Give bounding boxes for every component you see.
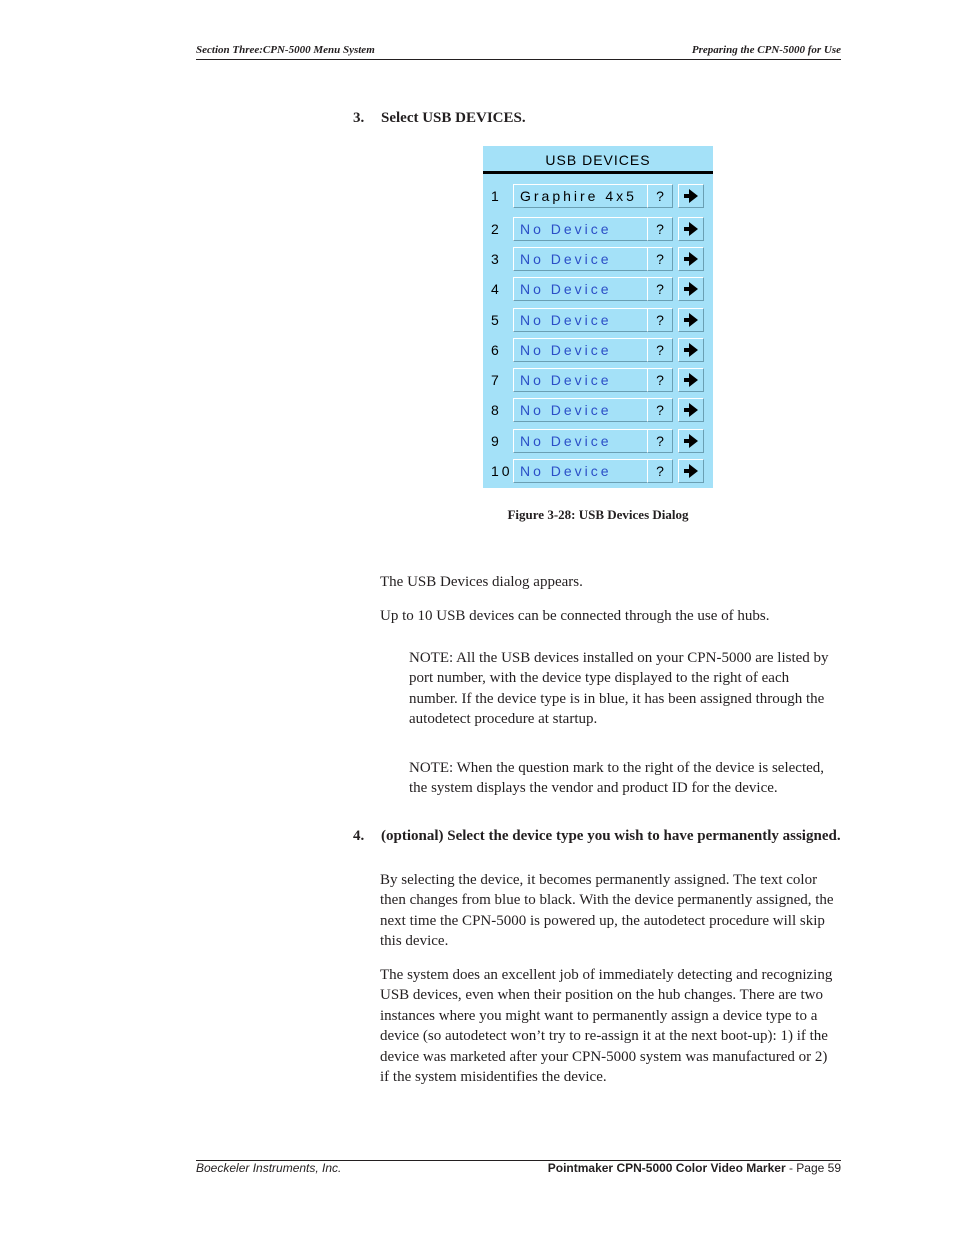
device-type-button[interactable]: Graphire 4x5 <box>513 184 648 208</box>
device-select-button[interactable] <box>678 247 704 271</box>
footer-page-info <box>548 1161 841 1175</box>
paragraph-permanent-assign: By selecting the device, it becomes permanently assigned. The text color then changes from blue to black. With the device permanently assigned, the next time the CPN-5000 is powered up, the autodetect procedure will skip this device. <box>380 872 834 950</box>
port-number: 5 <box>491 312 502 328</box>
device-info-button[interactable]: ? <box>647 308 673 332</box>
port-number: 6 <box>491 342 502 358</box>
step-3-text: Select USB DEVICES. <box>381 110 526 126</box>
device-type-button[interactable]: No Device <box>513 338 648 362</box>
figure-caption: Figure 3-28: USB Devices Dialog <box>507 507 689 522</box>
footer-company: Boeckeler Instruments, Inc. <box>196 1161 342 1175</box>
device-select-button[interactable] <box>678 338 704 362</box>
device-info-button[interactable]: ? <box>647 184 673 208</box>
device-select-button[interactable] <box>678 398 704 422</box>
usb-device-row <box>483 367 713 397</box>
arrow-right-icon <box>683 402 699 418</box>
arrow-right-icon <box>683 433 699 449</box>
device-type-button[interactable]: No Device <box>513 429 648 453</box>
device-select-button[interactable] <box>678 184 704 208</box>
usb-devices-dialog <box>483 146 713 488</box>
step-4-number: 4. <box>353 828 365 844</box>
dialog-title-divider <box>483 171 713 174</box>
step-3-number: 3. <box>353 110 365 126</box>
usb-device-row <box>483 428 713 458</box>
device-info-button[interactable]: ? <box>647 247 673 271</box>
arrow-right-icon <box>683 281 699 297</box>
device-info-button[interactable]: ? <box>647 398 673 422</box>
paragraph-dialog-appears: The USB Devices dialog appears. <box>380 574 583 590</box>
paragraph-autodetect-instances: The system does an excellent job of immediately detecting and recognizing USB devices, even when their position on the hub changes. There are two instances where you might want to permanently assign a device type to a device (so autodetect won’t try to re-assign it at the next boot-up): 1) if the device was marketed after your CPN-5000 system was manufactured or 2) if the system misidentifies the device. <box>380 967 833 1086</box>
footer-product: Pointmaker CPN-5000 Color Video Marker <box>547 1161 786 1175</box>
port-number: 2 <box>491 221 502 237</box>
header-chapter: Preparing the CPN-5000 for Use <box>691 44 841 56</box>
arrow-right-icon <box>683 463 699 479</box>
arrow-right-icon <box>683 312 699 328</box>
header-section: Section Three:CPN-5000 Menu System <box>196 44 375 56</box>
port-number: 8 <box>491 402 502 418</box>
device-select-button[interactable] <box>678 368 704 392</box>
device-select-button[interactable] <box>678 429 704 453</box>
usb-device-row <box>483 397 713 427</box>
device-type-button[interactable]: No Device <box>513 308 648 332</box>
device-type-button[interactable]: No Device <box>513 217 648 241</box>
device-type-button[interactable]: No Device <box>513 459 648 483</box>
note-question-mark: NOTE: When the question mark to the right of the device is selected, the system displays the vendor and product ID for the device. <box>409 760 825 797</box>
port-number: 1 <box>491 188 502 204</box>
port-number: 7 <box>491 372 502 388</box>
port-number: 3 <box>491 251 502 267</box>
device-info-button[interactable]: ? <box>647 217 673 241</box>
usb-device-row <box>483 307 713 337</box>
arrow-right-icon <box>683 251 699 267</box>
device-info-button[interactable]: ? <box>647 429 673 453</box>
arrow-right-icon <box>683 372 699 388</box>
dialog-title: USB DEVICES <box>545 152 651 168</box>
device-type-button[interactable]: No Device <box>513 398 648 422</box>
usb-device-row <box>483 337 713 367</box>
device-info-button[interactable]: ? <box>647 368 673 392</box>
arrow-right-icon <box>683 342 699 358</box>
step-4-text: (optional) Select the device type you wish to have permanently assigned. <box>381 828 841 844</box>
device-select-button[interactable] <box>678 277 704 301</box>
device-select-button[interactable] <box>678 308 704 332</box>
port-number: 9 <box>491 433 502 449</box>
arrow-right-icon <box>683 188 699 204</box>
usb-device-row <box>483 458 713 488</box>
port-number: 10 <box>491 463 513 479</box>
page-header <box>196 44 841 60</box>
device-info-button[interactable]: ? <box>647 277 673 301</box>
usb-device-row <box>483 246 713 276</box>
note-device-listing: NOTE: All the USB devices installed on your CPN-5000 are listed by port number, with the device type displayed to the right of each number. If the device type is in blue, it has been assigned through the autodetect procedure at startup. <box>409 650 829 728</box>
footer-page-number: - Page 59 <box>785 1161 841 1175</box>
device-type-button[interactable]: No Device <box>513 368 648 392</box>
paragraph-ten-devices: Up to 10 USB devices can be connected through the use of hubs. <box>380 608 770 624</box>
device-select-button[interactable] <box>678 217 704 241</box>
page-footer <box>196 1160 841 1177</box>
port-number: 4 <box>491 281 502 297</box>
device-info-button[interactable]: ? <box>647 338 673 362</box>
device-info-button[interactable]: ? <box>647 459 673 483</box>
usb-device-row <box>483 216 713 246</box>
device-type-button[interactable]: No Device <box>513 277 648 301</box>
device-select-button[interactable] <box>678 459 704 483</box>
usb-device-row <box>483 276 713 306</box>
usb-device-row <box>483 183 713 213</box>
arrow-right-icon <box>683 221 699 237</box>
device-type-button[interactable]: No Device <box>513 247 648 271</box>
